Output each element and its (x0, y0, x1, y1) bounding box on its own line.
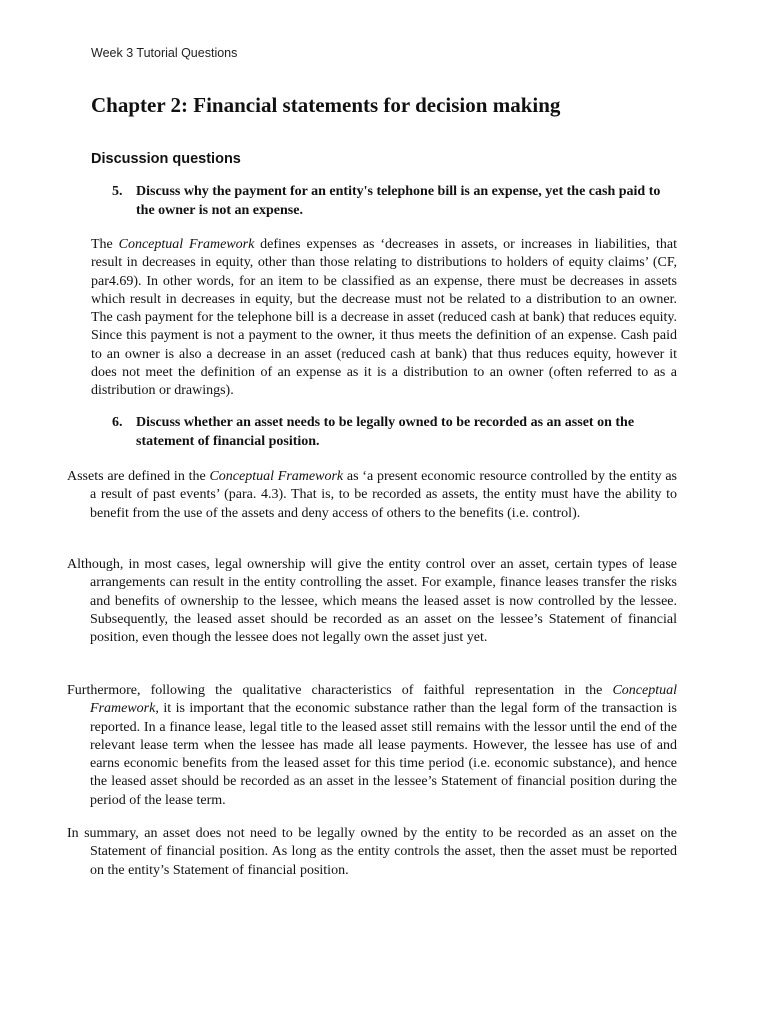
question-text: Discuss whether an asset needs to be legally owned to be recorded as an asset on the statement of financial position. (136, 415, 635, 449)
question-6 (112, 414, 677, 451)
answer-5-paragraph (91, 236, 677, 401)
question-text: Discuss why the payment for an entity's telephone bill is an expense, yet the cash paid to the owner is not an expense. (136, 184, 661, 218)
answer-6-paragraph-1 (67, 468, 677, 523)
chapter-title: Chapter 2: Financial statements for decision making (91, 93, 561, 117)
text-run: , it is important that the economic substance rather than the legal form of the transaction is reported. In a finance lease, legal title to the leased asset still remains with the lessor until the end of the relevant lease term when the lessee has made all lease payments. However, the lessee has use of and earns economic benefits from the leased asset for this time period (i.e. economic substance), and hence the leased asset should be recorded as an asset in the lessee’s Statement of financial position during the period of the lease term. (90, 701, 677, 808)
text-run: The (91, 237, 119, 252)
question-5 (112, 183, 677, 220)
answer-6-paragraph-2: Although, in most cases, legal ownership will give the entity control over an asset, certain types of lease arrangements can result in the entity controlling the asset. For example, finance leases transfer the risks and benefits of ownership to the lessee, which means the leased asset is now controlled by the lessee. Subsequently, the leased asset should be recorded as an asset on the lessee’s Statement of financial position, even though the lessee does not legally own the asset just yet. (67, 557, 677, 646)
text-run: as ‘a present economic resource controlled by the entity as a result of past events’ (para. 4.3). That is, to be recorded as assets, the entity must have the ability to benefit from the use of the assets and deny access of others to the benefits (i.e. control). (90, 469, 677, 521)
question-number: 6. (112, 415, 123, 430)
page-header: Week 3 Tutorial Questions (91, 46, 238, 60)
emphasis-text: Conceptual Framework (118, 237, 255, 252)
emphasis-text: Conceptual Framework (209, 469, 344, 484)
section-title: Discussion questions (91, 151, 241, 167)
emphasis-text: Conceptual Framework (90, 683, 677, 717)
text-run: Assets are defined in the (67, 469, 210, 484)
answer-6-paragraph-3 (67, 682, 677, 810)
text-run: Furthermore, following the qualitative characteristics of faithful representation in the (67, 683, 613, 698)
text-run: defines expenses as ‘decreases in assets, or increases in liabilities, that result in decreases in equity, other than those relating to distributions to holders of equity claims’ (CF, par4.69). In other words, for an item to be classified as an expense, there must be decreases in assets which result in decreases in equity, but the decrease must not be related to a distribution to an owner. The cash payment for the telephone bill is a decrease in asset (reduced cash at bank) that reduces equity. Since this payment is not a payment to the owner, it thus meets the definition of an expense. Cash paid to an owner is also a decrease in an asset (reduced cash at bank) that thus reduces equity, however it does not meet the definition of an expense as it is a distribution to an owner (often referred to as a distribution or drawings). (91, 237, 678, 399)
answer-6-paragraph-4: In summary, an asset does not need to be legally owned by the entity to be recorded as an asset on the Statement of financial position. As long as the entity controls the asset, then the asset must be reported on the entity’s Statement of financial position. (67, 826, 677, 878)
question-number: 5. (112, 184, 123, 199)
